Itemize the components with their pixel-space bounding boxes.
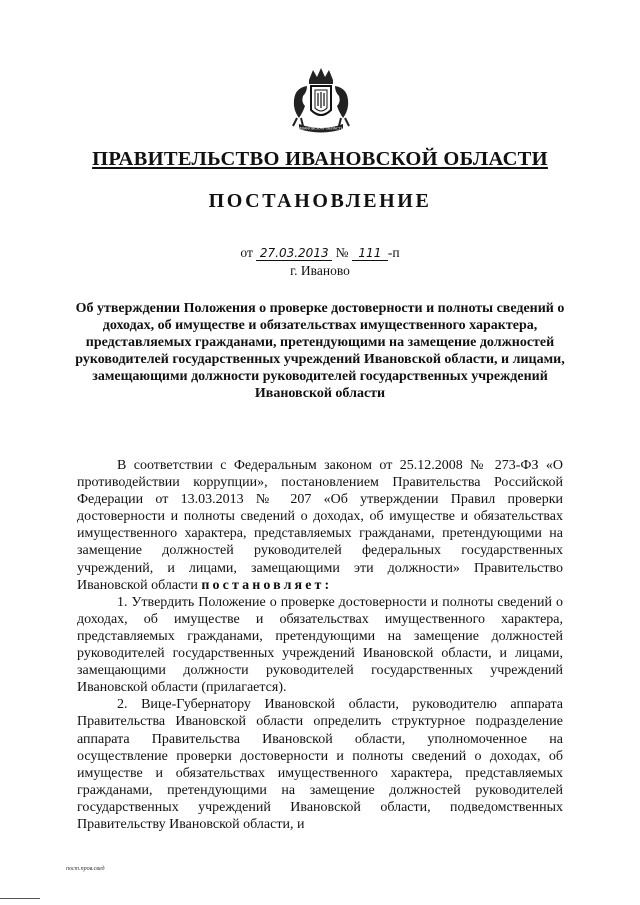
svg-text:ИВАНОВСКАЯ ОБЛАСТЬ: ИВАНОВСКАЯ ОБЛАСТЬ: [298, 126, 344, 131]
document-number: 111: [352, 247, 388, 261]
number-suffix: -п: [387, 245, 400, 260]
government-title: ПРАВИТЕЛЬСТВО ИВАНОВСКОЙ ОБЛАСТИ: [92, 148, 548, 170]
item-1-paragraph: 1. Утвердить Положение о проверке достоверности и полноты сведений о доходах, об имуществе и обязательствах имущественного характера, представляемых гражданами, претендующими на замещение должностей руководителей государственных учреждений Ивановской области, и лицами, замещающими должности руководителей государственных учреждений Ивановской области (прилагается).: [77, 594, 563, 696]
number-label: №: [335, 245, 349, 260]
footer-divider: [0, 898, 40, 899]
decides-keyword: постановляет:: [201, 577, 333, 593]
document-date: 27.03.2013: [256, 247, 332, 261]
preamble-paragraph: [77, 457, 563, 594]
item-2-paragraph: 2. Вице-Губернатору Ивановской области, руководителю аппарата Правительства Ивановской области определить структурное подразделение аппарата Правительства Ивановской области, уполномоченное на осуществление проверки достоверности и полноты сведений о доходах, об имуществе и обязательствах имущественного характера, представляемых гражданами, претендующими на замещение должностей руководителей государственных учреждений Ивановской области, подведомственных Правительству Ивановской области, и: [77, 697, 563, 832]
coat-of-arms-icon: [285, 66, 357, 136]
document-type: ПОСТАНОВЛЕНИЕ: [208, 190, 432, 212]
document-city: г. Иваново: [290, 263, 350, 278]
preamble-text: В соответствии с Федеральным законом от 25.12.2008 № 273-ФЗ «О противодействии коррупции», постановлением Правительства Российской Федерации от 13.03.2013 № 207 «Об утверждении Правил проверки достоверности и полноты сведений о доходах, об имуществе и обязательствах имущественного характера, представляемых гражданами, претендующими на замещение должностей руководителей федеральных государственных учреждений, и лицами, замещающими эти должности» Правительство Ивановской области: [77, 458, 563, 593]
date-prefix: от: [240, 245, 253, 260]
dateline: [0, 245, 640, 261]
footer-file-code: пост.пров.свед: [66, 866, 105, 872]
document-subject: Об утверждении Положения о проверке достоверности и полноты сведений о доходах, об имуществе и обязательствах имущественного характера, представляемых гражданами, претендующими на замещение должностей руководителей государственных учреждений Ивановской области, и лицами, замещающими должности руководителей государственных учреждений Ивановской области: [75, 301, 565, 401]
document-body: [77, 457, 563, 833]
